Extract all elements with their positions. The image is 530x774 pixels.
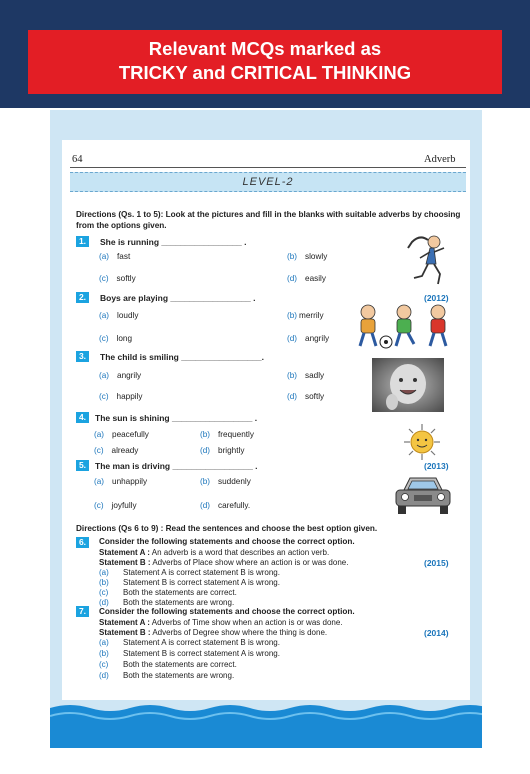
option-b[interactable]: (b) Statement B is correct statement A is wrong. (99, 578, 280, 587)
option-c[interactable]: (c) softly (99, 274, 136, 283)
car-icon (392, 472, 454, 520)
chapter-title: Adverb (424, 154, 456, 165)
option-a[interactable]: (a) fast (99, 252, 131, 261)
directions-2: Directions (Qs 6 to 9) : Read the sentences and choose the best option given. (76, 524, 378, 533)
question-text: The man is driving _________________ . (95, 461, 258, 471)
question-number: 2. (76, 292, 89, 303)
running-girl-icon (398, 232, 460, 288)
option-c[interactable]: (c) already (94, 446, 139, 455)
option-c[interactable]: (c) Both the statements are correct. (99, 660, 237, 669)
header-rule (70, 167, 466, 168)
option-a[interactable]: (a) unhappily (94, 477, 148, 486)
question-number: 5. (76, 460, 89, 471)
option-d[interactable]: (d) easily (287, 274, 326, 283)
question-text: She is running _________________ . (100, 237, 247, 247)
question-number: 7. (76, 606, 89, 617)
option-d[interactable]: (d) Both the statements are wrong. (99, 598, 235, 607)
option-b[interactable]: (b) Statement B is correct statement A is wrong. (99, 649, 280, 658)
option-a[interactable]: (a) peacefully (94, 430, 149, 439)
question-number: 4. (76, 412, 89, 423)
directions-1: Directions (Qs. 1 to 5): Look at the pictures and fill in the blanks with suitable adverbs by choosing from the options given. (76, 210, 461, 230)
playing-boys-icon (348, 302, 460, 350)
option-d[interactable]: (d) brightly (200, 446, 245, 455)
option-a[interactable]: (a) Statement A is correct statement B is wrong. (99, 638, 280, 647)
statement-b: Statement B : Adverbs of Place show where an action is or was done. (99, 558, 349, 567)
option-d[interactable]: (d) Both the statements are wrong. (99, 671, 235, 680)
option-c[interactable]: (c) Both the statements are correct. (99, 588, 237, 597)
question-text: The child is smiling _________________. (100, 352, 264, 362)
option-b[interactable]: (b) sadly (287, 371, 325, 380)
option-b[interactable]: (b) frequently (200, 430, 254, 439)
option-a[interactable]: (a) Statement A is correct statement B is wrong. (99, 568, 280, 577)
question-text: Consider the following statements and choose the correct option. (99, 537, 355, 546)
year-tag: (2014) (424, 628, 449, 638)
option-d[interactable]: (d) softly (287, 392, 325, 401)
statement-a: Statement A : Adverbs of Time show when an action is or was done. (99, 618, 343, 627)
page-number: 64 (72, 154, 83, 165)
sun-icon (402, 422, 442, 462)
statement-b: Statement B : Adverbs of Degree show where the thing is done. (99, 628, 328, 637)
question-text: Consider the following statements and choose the correct option. (99, 607, 355, 616)
statement-a: Statement A : An adverb is a word that describes an action verb. (99, 548, 330, 557)
banner-line-1: Relevant MCQs marked as (148, 38, 382, 59)
bottom-wave (50, 700, 482, 748)
year-tag: (2015) (424, 558, 449, 568)
option-c[interactable]: (c) happily (99, 392, 143, 401)
option-b[interactable]: (b) suddenly (200, 477, 251, 486)
level-heading: LEVEL-2 (70, 172, 466, 192)
option-b[interactable]: (b) merrily (287, 311, 324, 320)
question-text: Boys are playing _________________ . (100, 293, 256, 303)
banner (28, 30, 502, 94)
option-c[interactable]: (c) joyfully (94, 501, 137, 510)
question-number: 6. (76, 537, 89, 548)
option-a[interactable]: (a) angrily (99, 371, 142, 380)
smiling-baby-icon (372, 358, 444, 412)
question-number: 3. (76, 351, 89, 362)
year-tag: (2012) (424, 293, 449, 303)
option-a[interactable]: (a) loudly (99, 311, 139, 320)
banner-line-2: TRICKY and CRITICAL THINKING (118, 62, 412, 83)
question-number: 1. (76, 236, 89, 247)
option-c[interactable]: (c) long (99, 334, 133, 343)
question-text: The sun is shining _________________ . (95, 413, 258, 423)
option-d[interactable]: (d) carefully. (200, 501, 251, 510)
year-tag: (2013) (424, 461, 449, 471)
option-b[interactable]: (b) slowly (287, 252, 328, 261)
option-d[interactable]: (d) angrily (287, 334, 330, 343)
